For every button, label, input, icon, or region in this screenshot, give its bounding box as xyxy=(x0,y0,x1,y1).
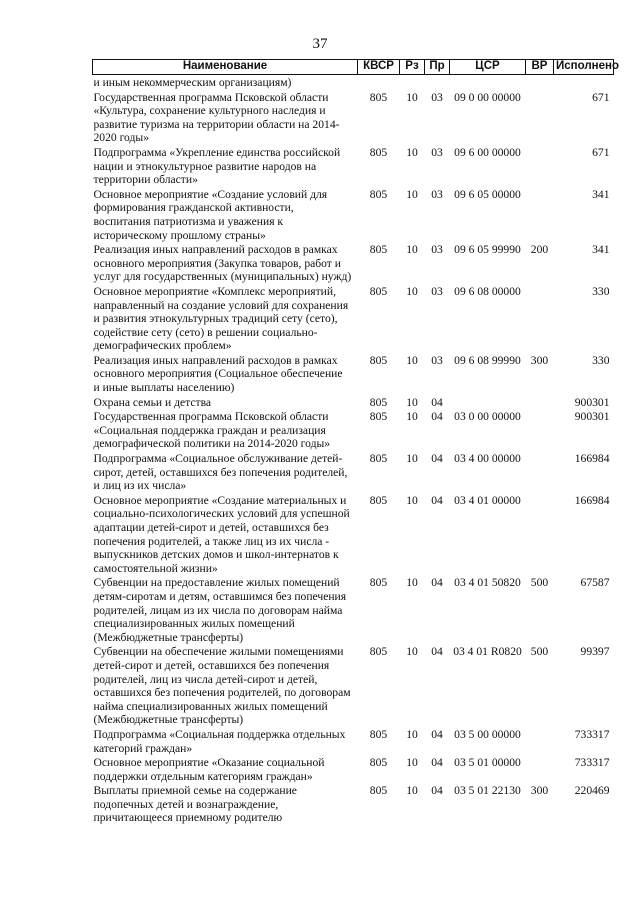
cell-done: 733317 xyxy=(574,756,610,770)
cell-rz: 10 xyxy=(406,645,418,659)
cell-csr: 03 4 00 00000 xyxy=(454,452,521,466)
cell-kvsr: 805 xyxy=(369,145,388,159)
cell-pr xyxy=(425,75,450,90)
cell-pr: 04 xyxy=(431,727,443,741)
cell-kvsr: 805 xyxy=(369,452,388,466)
cell-rz: 10 xyxy=(406,784,418,798)
cell-kvsr: 805 xyxy=(369,410,388,424)
cell-name: Реализация иных направлений расходов в рамках основного мероприятия (Закупка товаров, работ и услуг для государственных (муниципальных) нужд) xyxy=(93,243,352,284)
cell-name: Подпрограмма «Социальное обслуживание детей-сирот, детей, оставшихся без попечения родителей, и лиц из их числа» xyxy=(93,452,348,493)
cell-done: 900301 xyxy=(574,410,610,424)
cell-kvsr xyxy=(358,75,400,90)
cell-rz: 10 xyxy=(406,284,418,298)
cell-csr: 09 6 08 00000 xyxy=(454,284,521,298)
cell-csr: 09 6 05 99990 xyxy=(454,243,521,257)
cell-done: 330 xyxy=(592,284,610,298)
budget-table xyxy=(92,59,619,825)
cell-rz: 10 xyxy=(406,493,418,507)
cell-csr xyxy=(450,75,526,90)
cell-kvsr: 805 xyxy=(369,784,388,798)
cell-csr: 09 6 00 00000 xyxy=(454,145,521,159)
table-row xyxy=(93,145,614,187)
cell-vr xyxy=(526,145,554,187)
cell-vr: 300 xyxy=(530,784,549,798)
cell-name: Основное мероприятие «Оказание социальной поддержки отдельным категориям граждан» xyxy=(93,756,325,783)
col-header-pr: Пр xyxy=(425,60,450,75)
cell-kvsr: 805 xyxy=(369,243,388,257)
cell-vr xyxy=(526,187,554,242)
cell-csr xyxy=(450,395,526,410)
table-row xyxy=(93,75,614,90)
cell-kvsr: 805 xyxy=(369,645,388,659)
table-row xyxy=(93,284,614,353)
table-row xyxy=(93,727,614,755)
cell-csr: 03 4 01 50820 xyxy=(454,576,521,590)
cell-kvsr: 805 xyxy=(369,493,388,507)
cell-kvsr: 805 xyxy=(369,756,388,770)
table-row xyxy=(93,451,614,493)
cell-pr: 04 xyxy=(431,576,443,590)
cell-rz: 10 xyxy=(406,353,418,367)
cell-name: Подпрограмма «Укрепление единства российской нации и этнокультурное развитие народов на территории области» xyxy=(93,145,341,187)
cell-pr: 04 xyxy=(431,395,443,409)
cell-pr: 03 xyxy=(431,243,443,257)
cell-done: 67587 xyxy=(580,576,610,590)
cell-rz: 10 xyxy=(406,727,418,741)
table-row xyxy=(93,409,614,451)
table-row xyxy=(93,575,614,644)
cell-rz: 10 xyxy=(406,187,418,201)
cell-rz: 10 xyxy=(406,395,418,409)
col-header-vr: ВР xyxy=(526,60,554,75)
col-header-done: Исполнено xyxy=(554,60,614,75)
cell-name: Государственная программа Псковской области «Социальная поддержка граждан и реализация демографической политики на 2014-2020 годы» xyxy=(93,410,331,451)
cell-csr: 03 5 01 22130 xyxy=(454,784,521,798)
table-row xyxy=(93,755,614,783)
col-header-rz: Рз xyxy=(400,60,425,75)
cell-done: 166984 xyxy=(574,452,610,466)
cell-kvsr: 805 xyxy=(369,353,388,367)
cell-csr: 09 6 05 00000 xyxy=(454,187,521,201)
cell-pr: 04 xyxy=(431,756,443,770)
cell-done: 341 xyxy=(592,187,610,201)
cell-kvsr: 805 xyxy=(369,727,388,741)
cell-rz: 10 xyxy=(406,145,418,159)
cell-name: Реализация иных направлений расходов в рамках основного мероприятия (Социальное обеспечение и иные выплаты населению) xyxy=(93,353,343,395)
cell-name: Субвенции на обеспечение жилыми помещениями детей-сирот и детей, оставшихся без попечения родителей, лиц из числа детей-сирот и детей, оставшихся без попечения родителей, по договорам найма специализированных жилых помещений (Межбюджетные трансферты) xyxy=(93,645,351,727)
cell-pr: 03 xyxy=(431,187,443,201)
cell-kvsr: 805 xyxy=(369,576,388,590)
cell-pr: 04 xyxy=(431,493,443,507)
cell-vr: 500 xyxy=(530,645,549,659)
table-row xyxy=(93,242,614,284)
cell-pr: 04 xyxy=(431,645,443,659)
cell-vr xyxy=(526,90,554,145)
cell-done: 166984 xyxy=(574,493,610,507)
cell-kvsr: 805 xyxy=(369,187,388,201)
cell-rz: 10 xyxy=(406,452,418,466)
cell-pr: 04 xyxy=(431,410,443,424)
cell-done: 330 xyxy=(592,353,610,367)
cell-name: Основное мероприятие «Создание условий для формирования гражданской активности, воспитания патриотизма и уважения к историческому прошлому страны» xyxy=(93,187,328,242)
col-header-name: Наименование xyxy=(93,60,358,75)
cell-vr xyxy=(526,409,554,451)
cell-kvsr: 805 xyxy=(369,90,388,104)
table-row xyxy=(93,493,614,576)
cell-name: Охрана семьи и детства xyxy=(93,395,212,409)
cell-vr xyxy=(526,284,554,353)
cell-pr: 03 xyxy=(431,353,443,367)
cell-name: и иным некоммерческим организациям) xyxy=(93,76,292,89)
cell-csr: 03 4 01 00000 xyxy=(454,493,521,507)
cell-vr xyxy=(526,493,554,576)
cell-name: Основное мероприятие «Создание материальных и социально-психологических условий для успешной адаптации детей-сирот и детей, оставшихся без попечения родителей, а также лиц из их числа - выпускников детских домов и школ-интернатов к самостоятельной жизни» xyxy=(93,493,350,575)
cell-done: 671 xyxy=(592,145,610,159)
cell-pr: 04 xyxy=(431,452,443,466)
table-row xyxy=(93,395,614,410)
cell-csr: 03 4 01 R0820 xyxy=(453,645,522,659)
cell-done: 733317 xyxy=(574,727,610,741)
table-body xyxy=(93,75,614,826)
cell-rz: 10 xyxy=(406,756,418,770)
cell-done: 341 xyxy=(592,243,610,257)
cell-vr xyxy=(526,727,554,755)
page-number: 37 xyxy=(312,36,328,52)
table-row xyxy=(93,353,614,395)
cell-done: 220469 xyxy=(574,784,610,798)
cell-csr: 09 0 00 00000 xyxy=(454,90,521,104)
cell-csr: 03 5 01 00000 xyxy=(454,756,521,770)
cell-pr: 04 xyxy=(431,784,443,798)
cell-kvsr: 805 xyxy=(369,284,388,298)
cell-vr: 500 xyxy=(530,576,549,590)
cell-csr: 03 0 00 00000 xyxy=(454,410,521,424)
cell-done: 671 xyxy=(592,90,610,104)
cell-rz: 10 xyxy=(406,576,418,590)
cell-name: Субвенции на предоставление жилых помещений детям-сиротам и детям, оставшимся без попечения родителей, лицам из их числа по договорам найма специализированных жилых помещений (Межбюджетные трансферты) xyxy=(93,576,347,644)
cell-name: Основное мероприятие «Комплекс мероприятий, направленный на создание условий для сохранения и развития этнокультурных традиций сету (сето), содействие сету (сето) в решении социально-демографических проблем» xyxy=(93,284,349,353)
cell-csr: 03 5 00 00000 xyxy=(454,727,521,741)
cell-pr: 03 xyxy=(431,284,443,298)
cell-done: 99397 xyxy=(580,645,610,659)
cell-vr xyxy=(526,75,554,90)
cell-rz: 10 xyxy=(406,90,418,104)
col-header-kvsr: КВСР xyxy=(358,60,400,75)
header-row xyxy=(93,60,614,75)
cell-done xyxy=(554,75,614,90)
cell-rz xyxy=(400,75,425,90)
cell-name: Подпрограмма «Социальная поддержка отдельных категорий граждан» xyxy=(93,727,346,755)
cell-vr xyxy=(526,395,554,410)
cell-rz: 10 xyxy=(406,410,418,424)
cell-vr xyxy=(526,451,554,493)
cell-pr: 03 xyxy=(431,145,443,159)
table-row xyxy=(93,90,614,145)
table-row xyxy=(93,187,614,242)
cell-vr: 200 xyxy=(530,243,549,257)
cell-rz: 10 xyxy=(406,243,418,257)
cell-kvsr: 805 xyxy=(369,395,388,409)
cell-pr: 03 xyxy=(431,90,443,104)
cell-vr xyxy=(526,755,554,783)
cell-done: 900301 xyxy=(574,395,610,409)
cell-name: Выплаты приемной семье на содержание подопечных детей и вознаграждение, причитающееся приемному родителю xyxy=(93,784,297,825)
cell-name: Государственная программа Псковской области «Культура, сохранение культурного наследия и развитие туризма на территории области на 2014-2020 годы» xyxy=(93,90,340,145)
table-row xyxy=(93,783,614,825)
cell-csr: 09 6 08 99990 xyxy=(454,353,521,367)
table-row xyxy=(93,644,614,727)
col-header-csr: ЦСР xyxy=(450,60,526,75)
cell-vr: 300 xyxy=(530,353,549,367)
